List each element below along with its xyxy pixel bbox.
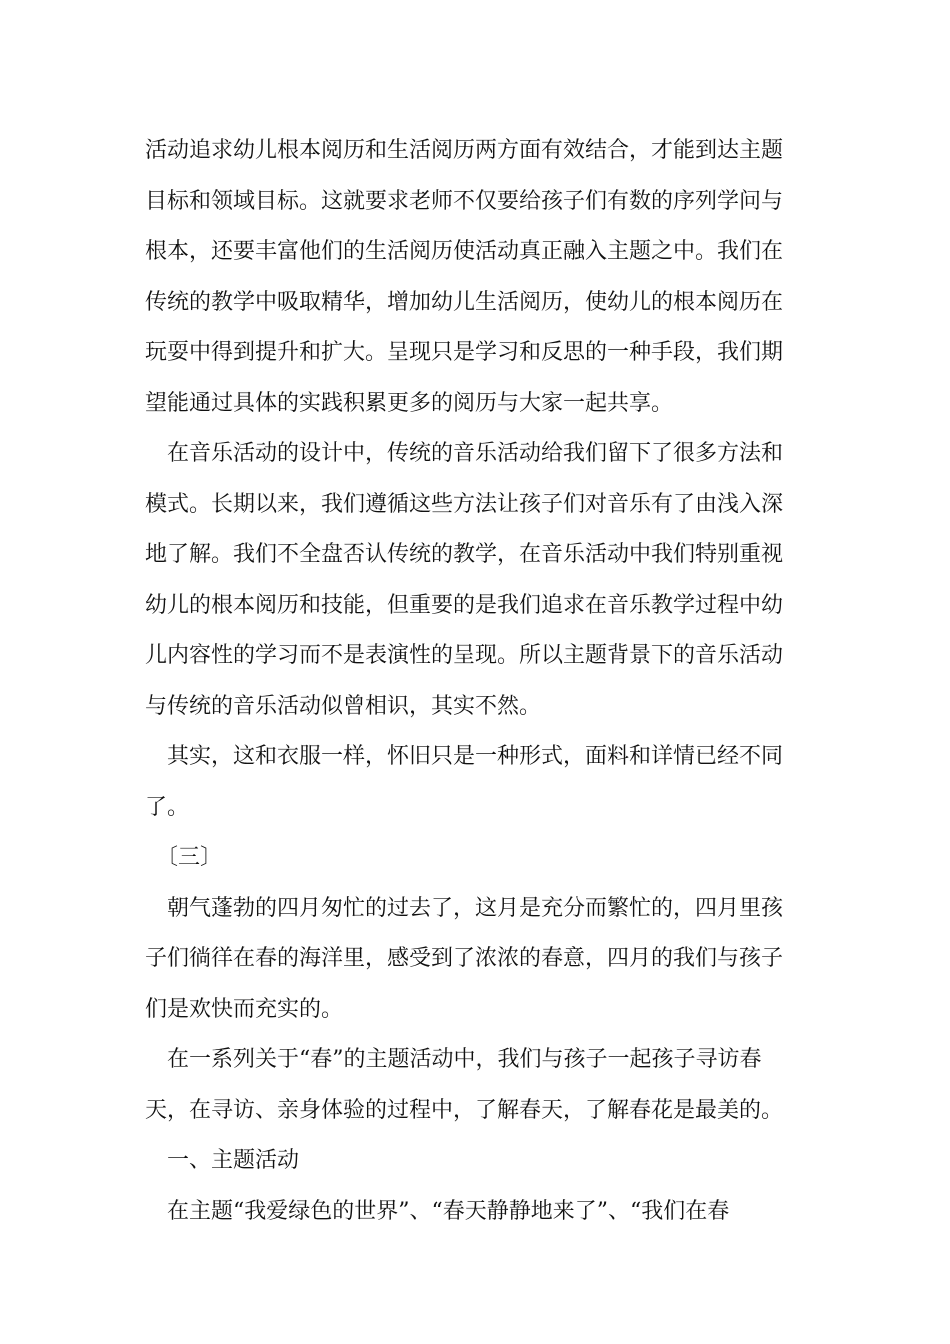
text-line: 天，在寻访、亲身体验的过程中，了解春天，了解春花是最美的。 (145, 1097, 784, 1123)
text-line: 玩耍中得到提升和扩大。呈现只是学习和反思的一种手段，我们期 (145, 340, 784, 365)
text-line: 在主题“我爱绿色的世界”、“春天静静地来了”、“我们在春 (145, 1198, 730, 1224)
text-line: 在音乐活动的设计中，传统的音乐活动给我们留下了很多方法和 (145, 441, 784, 466)
text-line: 目标和领域目标。这就要求老师不仅要给孩子们有数的序列学问与 (145, 188, 784, 214)
text-line: 活动追求幼儿根本阅历和生活阅历两方面有效结合，才能到达主题 (145, 138, 784, 163)
text-line: 与传统的音乐活动似曾相识，其实不然。 (145, 693, 542, 719)
document-body (145, 126, 810, 1237)
text-line: 了。 (145, 794, 190, 820)
text-line: 儿内容性的学习而不是表演性的呈现。所以主题背景下的音乐活动 (145, 643, 784, 668)
text-line: 其实，这和衣服一样，怀旧只是一种形式，面料和详情已经不同 (145, 744, 784, 769)
section-heading: 一、主题活动 (145, 1148, 300, 1173)
text-line: 在一系列关于“春”的主题活动中，我们与孩子一起孩子寻访春 (145, 1047, 762, 1072)
text-line: 根本，还要丰富他们的生活阅历使活动真正融入主题之中。我们在 (145, 239, 784, 264)
text-line: 望能通过具体的实践积累更多的阅历与大家一起共享。 (145, 390, 674, 416)
section-heading: 〔三〕 (145, 845, 223, 870)
text-line: 们是欢快而充实的。 (145, 996, 344, 1022)
text-line: 模式。长期以来，我们遵循这些方法让孩子们对音乐有了由浅入深 (145, 491, 784, 517)
text-line: 子们徜徉在春的海洋里，感受到了浓浓的春意，四月的我们与孩子 (145, 946, 784, 971)
text-line: 传统的教学中吸取精华，增加幼儿生活阅历，使幼儿的根本阅历在 (145, 289, 784, 315)
text-line: 朝气蓬勃的四月匆忙的过去了，这月是充分而繁忙的，四月里孩 (145, 895, 784, 921)
text-line: 地了解。我们不全盘否认传统的教学，在音乐活动中我们特别重视 (145, 542, 784, 567)
text-line: 幼儿的根本阅历和技能，但重要的是我们追求在音乐教学过程中幼 (145, 592, 784, 618)
